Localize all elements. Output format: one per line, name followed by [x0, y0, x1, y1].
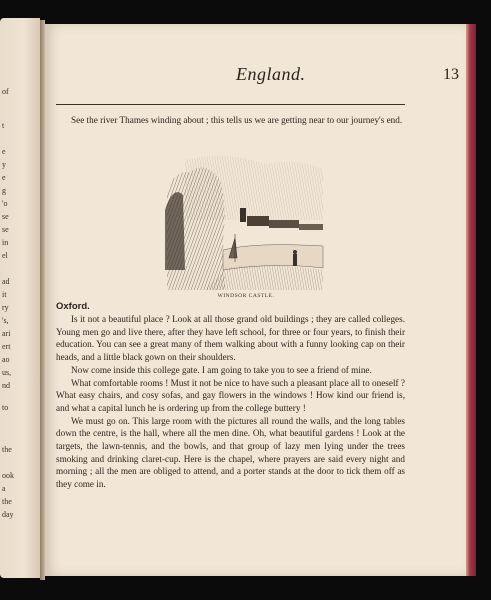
facing-page-fragment: ao [2, 355, 10, 364]
windsor-castle-engraving [165, 150, 327, 290]
intro-text [56, 114, 405, 127]
facing-page-fragment: nd [2, 381, 10, 390]
intro-paragraph: See the river Thames winding about ; this tells us we are getting near to our journey's end. [71, 115, 403, 125]
facing-page-fragment: day [2, 510, 14, 519]
page-edge-red [466, 24, 476, 576]
header-rule [56, 104, 405, 105]
facing-page-fragment: y [2, 160, 6, 169]
facing-page-fragment: se [2, 225, 9, 234]
facing-page-fragment: us, [2, 368, 12, 377]
facing-page-fragment: of [2, 87, 9, 96]
facing-page-fragment: e [2, 147, 6, 156]
page-header [56, 64, 459, 90]
body-paragraph: We must go on. This large room with the pictures all round the walls, and the long tables down the centre, is the hall, where all the men dine. Oh, what beautiful gardens ! Look at the targets, the lawn-tennis, and the bowls, and that group of lazy men lying under the trees smoking and drinking claret-cup. Here is the chapel, where prayers are said every night and morning ; all the men are obliged to attend, and a porter stands at the door to tick them off as they come in. [56, 415, 405, 490]
facing-page-fragment: g [2, 186, 6, 195]
facing-page-fragment: a [2, 484, 6, 493]
facing-page-edge [0, 18, 40, 578]
facing-page-fragment: 'o [2, 199, 8, 208]
facing-page-fragment: el [2, 251, 8, 260]
facing-page-fragment: in [2, 238, 9, 247]
facing-page-fragment: e [2, 173, 6, 182]
body-paragraph: Now come inside this college gate. I am going to take you to see a friend of mine. [71, 364, 372, 375]
figure-caption: WINDSOR CASTLE. [217, 293, 275, 299]
facing-page-fragment: it [2, 290, 7, 299]
facing-page-fragment: the [2, 445, 12, 454]
body-paragraph: What comfortable rooms ! Must it not be nice to have such a pleasant place all to oneself ? What easy chairs, and cosy sofas, and gay flowers in the windows ! How kind our friend is, and what a capital lunch he is ordering up from the college buttery ! [56, 377, 405, 413]
page-number: 13 [443, 66, 459, 83]
section-heading: Oxford. [56, 301, 90, 312]
facing-page-fragment: se [2, 212, 9, 221]
facing-page-fragment: 's, [2, 316, 9, 325]
section-body [56, 313, 405, 491]
facing-page-fragment: to [2, 403, 9, 412]
facing-page-fragment: the [2, 497, 12, 506]
running-head: England. [236, 64, 306, 84]
facing-page-fragment: t [2, 121, 5, 130]
body-paragraph: Is it not a beautiful place ? Look at all those grand old buildings ; they are called colleges. Young men go and live there, after they have left school, for three or four years, to finish their education. You can see a great many of them walking about with a funny looking cap on their heads, and a little black gown on their shoulders. [56, 314, 405, 363]
facing-page-fragment: ert [2, 342, 11, 351]
facing-page-fragment: ry [2, 303, 9, 312]
book-page [45, 24, 466, 576]
facing-page-fragment: ari [2, 329, 11, 338]
facing-page-fragment: ook [2, 471, 14, 480]
facing-page-fragment: ad [2, 277, 10, 286]
